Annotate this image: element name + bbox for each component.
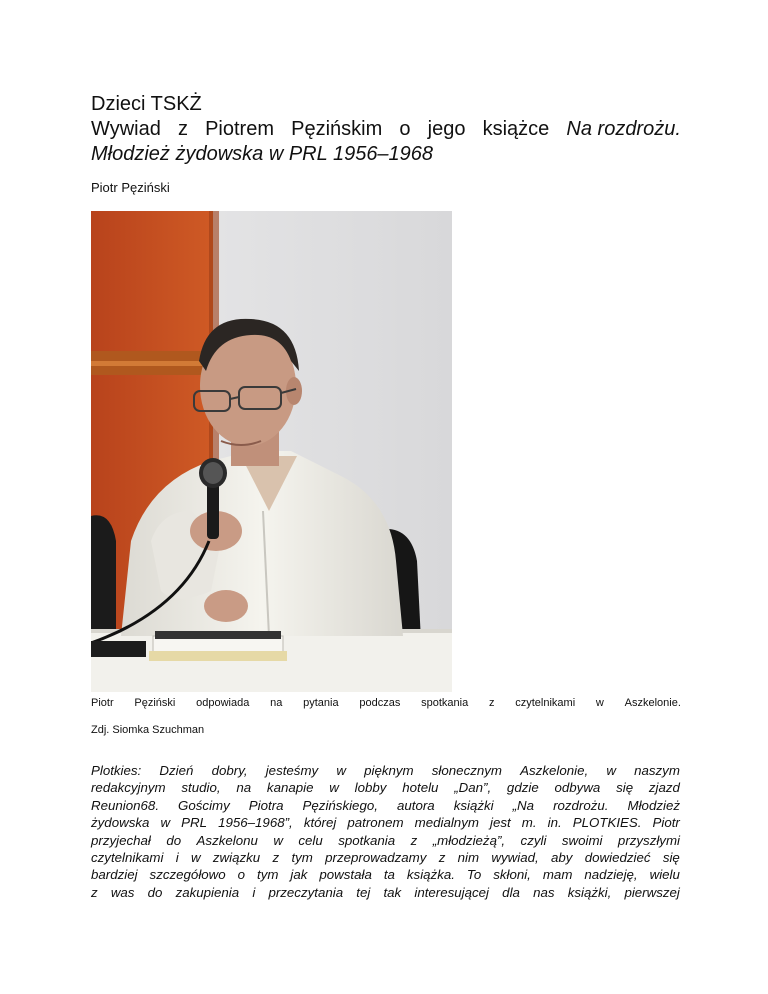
text-word: spotkania [338, 832, 396, 848]
text-word: odbywa [554, 780, 601, 796]
text-word: wielu [649, 867, 680, 883]
text-line [91, 866, 680, 883]
text-line [91, 832, 680, 849]
text-word: Aszkelonu [196, 832, 258, 848]
text-word: w [606, 763, 616, 778]
text-word: pierwszej [624, 884, 680, 900]
caption-word: spotkania [421, 697, 469, 709]
text-word: lobby [354, 780, 387, 796]
text-word: książka. [406, 867, 455, 883]
text-word: z [272, 850, 280, 866]
text-word: m. [521, 815, 537, 831]
photo-caption [91, 697, 681, 709]
caption-word: Piotr [91, 697, 114, 709]
text-word: tym [291, 850, 313, 866]
text-word: do [147, 884, 163, 900]
author-name: Piotr Pęziński [91, 180, 170, 195]
text-word: się [662, 850, 680, 866]
text-line [91, 849, 680, 866]
text-word: PLOTKIES. [572, 815, 642, 831]
text-word: Młodzież [627, 797, 680, 813]
text-line [91, 762, 680, 779]
text-word: w [190, 850, 201, 866]
caption-word: pytania [303, 697, 339, 709]
caption-word: odpowiada [196, 697, 250, 709]
text-word: w [329, 780, 339, 796]
text-word: redakcyjnym [91, 780, 166, 796]
text-word: żydowska [91, 815, 150, 831]
text-word: Piotra [248, 797, 284, 813]
text-line [91, 814, 680, 831]
text-word: na [236, 780, 252, 796]
text-word: Pęzińskiego, [302, 797, 378, 813]
text-word: dowiedzieć [584, 850, 651, 866]
title-line-3: Młodzież żydowska w PRL 1956–1968 [91, 143, 434, 165]
text-word: ta [383, 867, 395, 883]
text-word: i [252, 884, 256, 900]
text-word: interesującej [414, 884, 490, 900]
text-word: medialnym [414, 815, 479, 831]
title-word: o [399, 118, 411, 140]
title-word: Piotrem [205, 118, 274, 140]
text-word: której [303, 815, 337, 831]
text-word: z [438, 850, 446, 866]
text-word: tym [257, 867, 279, 883]
text-word: w [273, 832, 283, 848]
text-word: jak [290, 867, 308, 883]
text-word: słonecznym [431, 763, 502, 778]
photo-credit: Zdj. Siomka Szuchman [91, 724, 205, 736]
text-word: z [91, 884, 98, 900]
caption-word: podczas [359, 697, 401, 709]
text-word: „młodzieżą”, [432, 832, 506, 848]
caption-word: z [488, 697, 495, 709]
interview-intro-text [91, 762, 680, 901]
caption-word: w [595, 697, 604, 709]
text-word: książki [453, 797, 494, 813]
text-word: wywiad, [491, 850, 539, 866]
text-word: tak [383, 884, 402, 900]
text-word: bardziej [91, 867, 138, 883]
text-word: związku [212, 850, 261, 866]
text-word: swoimi [561, 832, 603, 848]
text-word: Plotkies: [91, 763, 142, 778]
text-word: skłoni, [493, 867, 531, 883]
text-word: autora [396, 797, 435, 813]
speaker-photo [91, 211, 452, 692]
text-word: 1956–1968”, [218, 815, 293, 831]
text-word: dla [502, 884, 520, 900]
caption-word: czytelnikami [515, 697, 576, 709]
text-word: „Dan”, [454, 780, 492, 796]
text-word: zakupienia [175, 884, 240, 900]
text-word: przyjechał [91, 832, 151, 848]
text-word: do [166, 832, 182, 848]
title-word: z [177, 118, 188, 140]
text-word: książki, [567, 884, 612, 900]
text-word: celu [298, 832, 323, 848]
text-line [91, 884, 680, 901]
title-word: Pęzińskim [291, 118, 383, 140]
text-word: Piotr [652, 815, 680, 831]
text-word: przeczytania [268, 884, 344, 900]
title-word: Wywiad [91, 118, 161, 140]
text-word: in. [547, 815, 562, 831]
photo-illustration [91, 211, 452, 692]
text-word: się [616, 780, 634, 796]
text-word: PRL [181, 815, 207, 831]
text-word: szczegółowo [149, 867, 226, 883]
text-word: nas [533, 884, 555, 900]
title-word: jego [427, 118, 466, 140]
text-word: tej [356, 884, 371, 900]
text-word: pięknym [364, 763, 414, 778]
text-word: Aszkelonie, [520, 763, 589, 778]
text-word: jest [490, 815, 511, 831]
text-word: przyszłymi [617, 832, 680, 848]
text-word: patronem [347, 815, 404, 831]
text-word: „Na [512, 797, 535, 813]
book-title: Na rozdrożu. [566, 118, 681, 140]
text-word: przeprowadzamy [325, 850, 427, 866]
title-line-2 [91, 117, 681, 142]
document-title [91, 92, 681, 167]
text-word: aby [550, 850, 573, 866]
text-word: powstała [319, 867, 372, 883]
caption-word: Pęziński [134, 697, 176, 709]
text-word: studio, [181, 780, 221, 796]
text-word: i [175, 850, 179, 866]
text-word: Dzień [159, 763, 194, 778]
text-word: zjazd [648, 780, 680, 796]
text-word: w [160, 815, 171, 831]
text-word: jesteśmy [265, 763, 319, 778]
text-word: naszym [634, 763, 680, 778]
text-word: Reunion68. [91, 797, 160, 813]
text-word: kanapie [266, 780, 314, 796]
text-word: To [466, 867, 482, 883]
text-line [91, 779, 680, 796]
text-word: gdzie [506, 780, 539, 796]
text-word: nim [457, 850, 480, 866]
text-word: Gościmy [178, 797, 230, 813]
caption-word: Aszkelonie. [624, 697, 681, 709]
text-line [91, 797, 680, 814]
title-word: książce [482, 118, 550, 140]
text-word: o [237, 867, 246, 883]
text-word: z [410, 832, 418, 848]
text-word: was [110, 884, 135, 900]
text-word: rozdrożu. [553, 797, 609, 813]
text-word: mam [542, 867, 573, 883]
text-word: czyli [520, 832, 547, 848]
text-word: hotelu [402, 780, 439, 796]
caption-word: na [270, 697, 283, 709]
text-word: czytelnikami [91, 850, 164, 866]
title-line-1: Dzieci TSKŻ [91, 93, 202, 115]
text-word: w [336, 763, 346, 778]
text-word: nadzieję, [584, 867, 638, 883]
text-word: dobry, [211, 763, 248, 778]
